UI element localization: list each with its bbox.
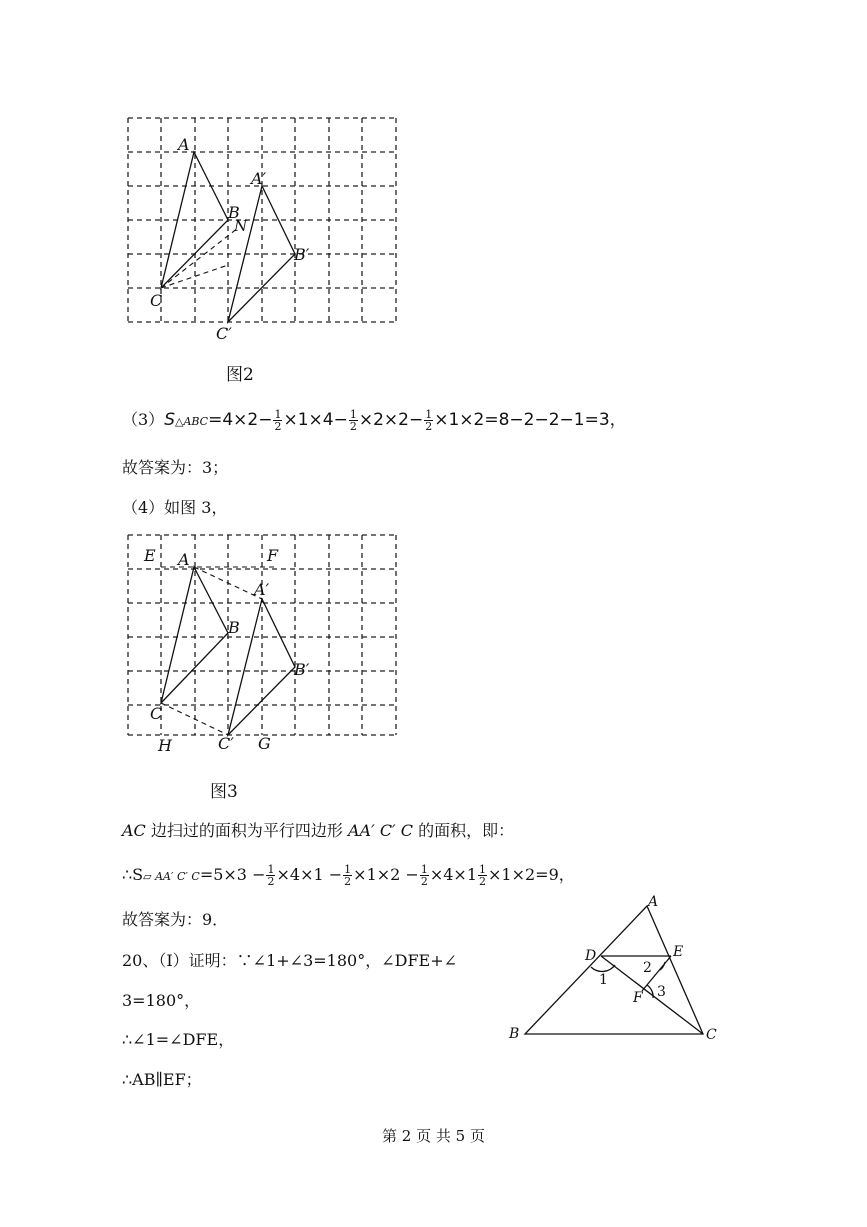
part4-answer: 故答案为：9．: [122, 910, 229, 929]
fig2-label-A: A: [178, 135, 190, 154]
fig2-label-N: N: [234, 217, 248, 235]
part3-answer: 故答案为：3；: [122, 458, 229, 477]
fig2-label-C: C: [150, 291, 163, 310]
fig3-label-C: C: [150, 704, 163, 723]
q20-angle-2: 2: [643, 960, 652, 976]
half-fraction: $\frac{1}{2}$: [349, 408, 357, 433]
half-fraction: $\frac{1}{2}$: [267, 863, 275, 888]
fig2-label-A-prime: A′: [251, 169, 267, 188]
part4-statement: AC 边扫过的面积为平行四边形 AA′ C′ C 的面积，即：: [122, 821, 515, 840]
fig3-label-A-prime: A′: [254, 580, 270, 599]
fig3-label-H: H: [158, 736, 172, 755]
page-footer: 第 2 页 共 5 页: [382, 1127, 485, 1145]
fig3-label-B: B: [228, 618, 240, 637]
figure-3-caption: 图3: [210, 782, 238, 802]
q20-line-2: 3=180°，: [122, 991, 201, 1010]
figure-2-caption: 图2: [226, 365, 254, 385]
half-fraction: $\frac{1}{2}$: [274, 408, 282, 433]
part4-intro: （4）如图 3，: [122, 498, 228, 517]
part3-formula: （3）S△ABC=4×2− $\frac{1}{2}$ ×1×4− $\frac{1}{2}$ ×2×2− $\frac{1}{2}$ ×1×2=8−2−2−1=3，: [122, 408, 627, 433]
half-fraction: $\frac{1}{2}$: [425, 408, 433, 433]
q20-angle-1: 1: [599, 972, 608, 988]
fig2-label-B-prime: B′: [294, 245, 310, 264]
q20-label-D: D: [585, 948, 597, 964]
fig3-label-C-prime: C′: [218, 734, 234, 753]
fig3-label-F: F: [267, 546, 279, 565]
q20-label-A: A: [648, 894, 659, 910]
q20-label-B: B: [509, 1026, 520, 1042]
figure-2: [120, 110, 410, 350]
q20-triangle-figure: [505, 890, 735, 1050]
q20-line-1: 20、（Ⅰ）证明：∵∠1+∠3=180°，∠DFE+∠: [122, 951, 458, 970]
fig3-label-B-prime: B′: [294, 660, 310, 679]
q20-angle-3: 3: [657, 984, 666, 1000]
fig2-label-C-prime: C′: [216, 324, 232, 343]
fig3-label-A: A: [178, 550, 190, 569]
fig2-label-B: B: [228, 203, 240, 222]
half-fraction: $\frac{1}{2}$: [479, 863, 486, 888]
q20-label-E: E: [673, 944, 684, 960]
part4-formula: ∴S▱ AA′ C′ C=5×3 − $\frac{1}{2}$ ×4×1 − $\frac{1}{2}$ ×1×2 − $\frac{1}{2}$ ×4×1 $\frac{1}{2}$ ×1×2=9，: [122, 863, 575, 888]
half-fraction: $\frac{1}{2}$: [420, 863, 428, 888]
q20-line-4: ∴AB∥EF；: [122, 1070, 202, 1089]
q20-line-3: ∴∠1=∠DFE，: [122, 1030, 235, 1049]
q20-label-C: C: [706, 1027, 717, 1043]
q20-label-F: F: [633, 990, 643, 1006]
figure-3: [120, 527, 410, 762]
fig3-label-G: G: [258, 734, 271, 753]
fig3-label-E: E: [144, 546, 156, 565]
half-fraction: $\frac{1}{2}$: [344, 863, 352, 888]
